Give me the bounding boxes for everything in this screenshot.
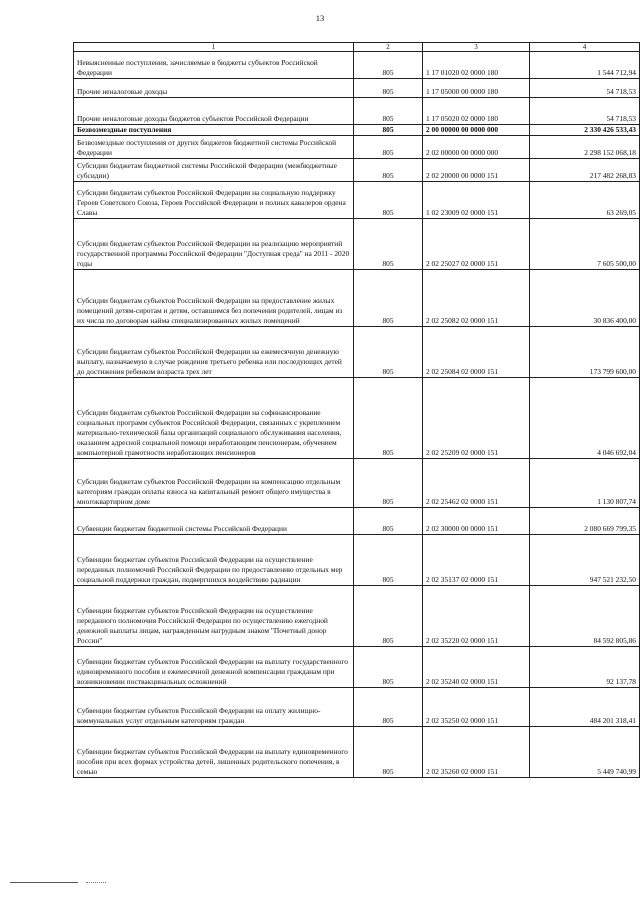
row-admin-code-cell: 805 xyxy=(354,586,423,647)
column-header-2: 2 xyxy=(354,43,423,52)
table-header-row xyxy=(74,43,640,52)
row-amount-cell: 4 046 692,04 xyxy=(530,378,640,459)
row-classification-code-cell: 1 02 23009 02 0000 151 xyxy=(423,182,530,219)
row-name-cell: Субвенции бюджетам субъектов Российской Федерации на осуществление переданного полномочия Российской Федерации по осуществлению ежегодной денежной выплаты лицам, награжденным нагрудным знаком "Почетный донор России" xyxy=(74,586,354,647)
table-row xyxy=(74,79,640,98)
row-classification-code-cell: 2 02 25082 02 0000 151 xyxy=(423,270,530,327)
footer-dash xyxy=(86,882,106,883)
row-amount-cell: 2 330 426 533,43 xyxy=(530,125,640,136)
table-row xyxy=(74,327,640,378)
row-admin-code-cell: 805 xyxy=(354,270,423,327)
row-admin-code-cell: 805 xyxy=(354,459,423,508)
table-row xyxy=(74,136,640,159)
row-amount-cell: 54 718,53 xyxy=(530,79,640,98)
row-admin-code-cell: 805 xyxy=(354,647,423,688)
row-classification-code-cell: 1 17 05000 00 0000 180 xyxy=(423,79,530,98)
table-body xyxy=(74,43,640,778)
row-admin-code-cell: 805 xyxy=(354,378,423,459)
row-admin-code-cell: 805 xyxy=(354,98,423,125)
row-amount-cell: 1 130 807,74 xyxy=(530,459,640,508)
row-name-cell: Субсидии бюджетам бюджетной системы Российской Федерации (межбюджетные субсидии) xyxy=(74,159,354,182)
row-name-cell: Прочие неналоговые доходы бюджетов субъектов Российской Федерации xyxy=(74,98,354,125)
column-header-4: 4 xyxy=(530,43,640,52)
table-row xyxy=(74,586,640,647)
table-row xyxy=(74,182,640,219)
row-amount-cell: 217 482 268,83 xyxy=(530,159,640,182)
row-name-cell: Субвенции бюджетам бюджетной системы Российской Федерации xyxy=(74,508,354,535)
row-amount-cell: 84 592 805,86 xyxy=(530,586,640,647)
row-name-cell: Невыясненные поступления, зачисляемые в бюджеты субъектов Российской Федерации xyxy=(74,52,354,79)
row-classification-code-cell: 2 02 00000 00 0000 000 xyxy=(423,136,530,159)
table-row xyxy=(74,378,640,459)
row-classification-code-cell: 1 17 05020 02 0000 180 xyxy=(423,98,530,125)
table-row xyxy=(74,535,640,586)
row-classification-code-cell: 2 00 00000 00 0000 000 xyxy=(423,125,530,136)
row-amount-cell: 173 799 600,00 xyxy=(530,327,640,378)
row-classification-code-cell: 2 02 30000 00 0000 151 xyxy=(423,508,530,535)
row-admin-code-cell: 805 xyxy=(354,79,423,98)
row-name-cell: Субвенции бюджетам субъектов Российской Федерации на выплату единовременного пособия при всех формах устройства детей, лишенных родительского попечения, в семью xyxy=(74,727,354,778)
table-row xyxy=(74,647,640,688)
row-amount-cell: 63 269,05 xyxy=(530,182,640,219)
table-row xyxy=(74,219,640,270)
row-classification-code-cell: 2 02 20000 00 0000 151 xyxy=(423,159,530,182)
row-classification-code-cell: 2 02 35220 02 0000 151 xyxy=(423,586,530,647)
row-admin-code-cell: 805 xyxy=(354,535,423,586)
table-row xyxy=(74,125,640,136)
row-amount-cell: 2 080 669 799,35 xyxy=(530,508,640,535)
row-name-cell: Субсидии бюджетам субъектов Российской Федерации на компенсацию отдельным категориям граждан оплаты взноса на капитальный ремонт общего имущества в многоквартирном доме xyxy=(74,459,354,508)
row-admin-code-cell: 805 xyxy=(354,159,423,182)
row-classification-code-cell: 2 02 35240 02 0000 151 xyxy=(423,647,530,688)
row-name-cell: Субсидии бюджетам субъектов Российской Федерации на ежемесячную денежную выплату, назначаемую в случае рождения третьего ребенка или последующих детей до достижения ребенком возраста трех лет xyxy=(74,327,354,378)
row-admin-code-cell: 805 xyxy=(354,136,423,159)
row-name-cell: Субвенции бюджетам субъектов Российской Федерации на оплату жилищно-коммунальных услуг отдельным категориям граждан xyxy=(74,688,354,727)
row-amount-cell: 2 298 152 068,18 xyxy=(530,136,640,159)
row-name-cell: Субсидии бюджетам субъектов Российской Федерации на социальную поддержку Героев Советского Союза, Героев Российской Федерации и полных кавалеров ордена Славы xyxy=(74,182,354,219)
table-row xyxy=(74,159,640,182)
column-header-1: 1 xyxy=(74,43,354,52)
page-number: 13 xyxy=(315,13,325,23)
row-amount-cell: 947 521 232,50 xyxy=(530,535,640,586)
row-admin-code-cell: 805 xyxy=(354,182,423,219)
row-classification-code-cell: 2 02 25027 02 0000 151 xyxy=(423,219,530,270)
row-classification-code-cell: 2 02 35260 02 0000 151 xyxy=(423,727,530,778)
column-header-3: 3 xyxy=(423,43,530,52)
row-name-cell: Прочие неналоговые доходы xyxy=(74,79,354,98)
footer-rule xyxy=(10,882,78,883)
row-classification-code-cell: 2 02 35250 02 0000 151 xyxy=(423,688,530,727)
row-name-cell: Субсидии бюджетам субъектов Российской Федерации на предоставление жилых помещений детям-сиротам и детям, оставшимся без попечения родителей, лицам из их числа по договорам найма специализированных жилых помещений xyxy=(74,270,354,327)
row-name-cell: Субсидии бюджетам субъектов Российской Федерации на реализацию мероприятий государственной программы Российской Федерации "Доступная среда" на 2011 - 2020 годы xyxy=(74,219,354,270)
row-admin-code-cell: 805 xyxy=(354,219,423,270)
row-amount-cell: 7 605 500,00 xyxy=(530,219,640,270)
row-classification-code-cell: 1 17 01020 02 0000 180 xyxy=(423,52,530,79)
row-name-cell: Субвенции бюджетам субъектов Российской Федерации на выплату государственного единовременного пособия и ежемесячной денежной компенсации гражданам при возникновении поствакцинальных осложнений xyxy=(74,647,354,688)
row-amount-cell: 30 836 400,00 xyxy=(530,270,640,327)
row-classification-code-cell: 2 02 25209 02 0000 151 xyxy=(423,378,530,459)
row-admin-code-cell: 805 xyxy=(354,125,423,136)
table-row xyxy=(74,98,640,125)
row-amount-cell: 5 449 740,99 xyxy=(530,727,640,778)
table-row xyxy=(74,508,640,535)
row-amount-cell: 92 137,78 xyxy=(530,647,640,688)
table-row xyxy=(74,727,640,778)
table-row xyxy=(74,270,640,327)
row-name-cell: Субвенции бюджетам субъектов Российской Федерации на осуществление переданных полномочий Российской Федерации по предоставлению отдельных мер социальной поддержки граждан, подвергшихся воздействию радиации xyxy=(74,535,354,586)
table-row xyxy=(74,459,640,508)
row-admin-code-cell: 805 xyxy=(354,688,423,727)
row-amount-cell: 54 718,53 xyxy=(530,98,640,125)
row-classification-code-cell: 2 02 35137 02 0000 151 xyxy=(423,535,530,586)
row-name-cell: Субсидии бюджетам субъектов Российской Федерации на софинансирование социальных программ субъектов Российской Федерации, связанных с укреплением материально-технической базы организаций социального обслуживания населения, оказанием адресной социальной помощи неработающим пенсионерам, обучением компьютерной грамотности неработающих пенсионеров xyxy=(74,378,354,459)
table-row xyxy=(74,688,640,727)
row-admin-code-cell: 805 xyxy=(354,327,423,378)
row-classification-code-cell: 2 02 25084 02 0000 151 xyxy=(423,327,530,378)
budget-revenue-table xyxy=(73,42,640,778)
row-name-cell: Безвозмездные поступления xyxy=(74,125,354,136)
table-row xyxy=(74,52,640,79)
row-admin-code-cell: 805 xyxy=(354,52,423,79)
row-name-cell: Безвозмездные поступления от других бюджетов бюджетной системы Российской Федерации xyxy=(74,136,354,159)
row-classification-code-cell: 2 02 25462 02 0000 151 xyxy=(423,459,530,508)
row-admin-code-cell: 805 xyxy=(354,727,423,778)
row-admin-code-cell: 805 xyxy=(354,508,423,535)
row-amount-cell: 484 201 318,41 xyxy=(530,688,640,727)
row-amount-cell: 1 544 712,94 xyxy=(530,52,640,79)
